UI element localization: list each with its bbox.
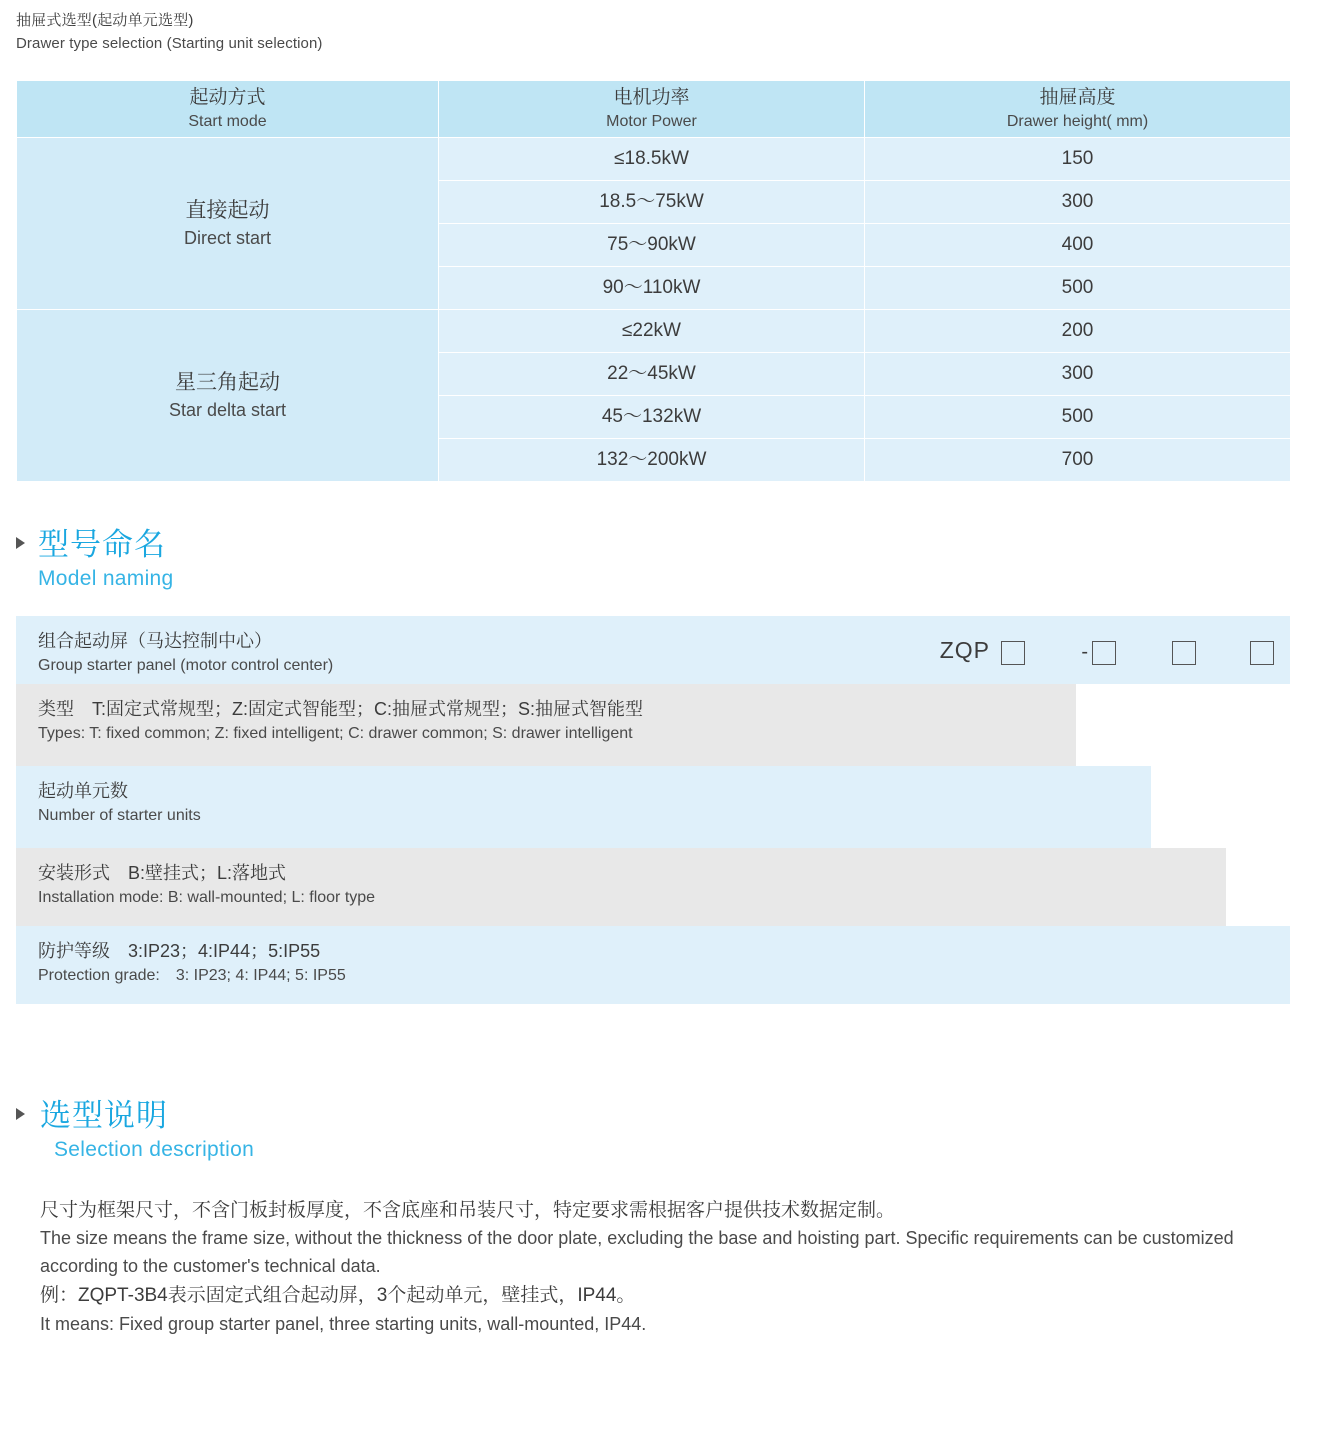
table-row: [17, 310, 1291, 353]
header-drawer-height-cn: 抽屉高度: [1039, 87, 1116, 109]
cell-power: 22～45kW: [439, 353, 865, 396]
section-title-cn: 型号命名: [38, 527, 166, 562]
naming-row-product: [16, 616, 1290, 684]
naming-row-installation: [16, 848, 1226, 926]
cell-height: 500: [865, 267, 1291, 310]
description-line: The size means the frame size, without the thickness of the door plate, excluding the base and hoisting part. Specific requirements can be customized according to the customer's technical data.: [40, 1228, 1234, 1277]
cell-power: ≤18.5kW: [439, 138, 865, 181]
caption-cn: 抽屉式选型(起动单元选型): [16, 12, 194, 29]
naming-row-unit-count-cn: 起动单元数: [38, 781, 128, 801]
header-motor-power-en: Motor Power: [606, 113, 697, 131]
description-line: 尺寸为框架尺寸，不含门板封板厚度，不含底座和吊装尺寸，特定要求需根据客户提供技术数据定制。: [40, 1200, 896, 1221]
model-code-boxes: [1001, 638, 1274, 667]
cell-power: 90～110kW: [439, 267, 865, 310]
section-title-cn: 选型说明: [40, 1098, 168, 1133]
naming-row-protection: [16, 926, 1290, 1004]
code-box-unit-count[interactable]: [1092, 641, 1116, 665]
table-row: [17, 138, 1291, 181]
cell-power: 18.5～75kW: [439, 181, 865, 224]
naming-row-types: [16, 684, 1076, 766]
cell-height: 700: [865, 439, 1291, 482]
cell-height: 300: [865, 353, 1291, 396]
triangle-right-icon: [16, 1108, 25, 1120]
caption-en: Drawer type selection (Starting unit selection): [16, 34, 323, 52]
page-caption: [16, 10, 323, 55]
cell-power: 132～200kW: [439, 439, 865, 482]
cell-height: 200: [865, 310, 1291, 353]
group-mode-star-delta-start-cn: 星三角起动: [175, 371, 280, 395]
header-start-mode-cn: 起动方式: [189, 87, 266, 109]
group-mode-direct-start-en: Direct start: [183, 227, 271, 248]
cell-power: 75～90kW: [439, 224, 865, 267]
section-model-naming-heading: [16, 527, 174, 591]
header-motor-power-cn: 电机功率: [613, 87, 690, 109]
triangle-right-icon: [16, 537, 25, 549]
cell-height: 150: [865, 138, 1291, 181]
section-title-en: Model naming: [38, 566, 174, 590]
cell-height: 300: [865, 181, 1291, 224]
header-motor-power: [439, 81, 865, 138]
description-line: 例：ZQPT-3B4表示固定式组合起动屏，3个起动单元，壁挂式，IP44。: [40, 1285, 636, 1307]
group-mode-direct-start-cn: 直接起动: [185, 199, 270, 223]
model-naming-diagram: [16, 616, 1290, 1004]
header-drawer-height-en: Drawer height( mm): [1006, 113, 1149, 131]
naming-row-protection-en: Protection grade: 3: IP23; 4: IP44; 5: IP55: [38, 967, 346, 985]
selection-description-body: [40, 1196, 1300, 1339]
group-mode-star-delta-start: [17, 310, 439, 482]
header-drawer-height: [865, 81, 1291, 138]
table-header-row: [17, 81, 1291, 138]
drawer-selection-table: [16, 80, 1291, 482]
naming-row-product-en: Group starter panel (motor control center): [38, 657, 334, 675]
code-dash: -: [1081, 641, 1088, 663]
section-selection-description-heading: [16, 1098, 254, 1162]
naming-row-product-cn: 组合起动屏（马达控制中心）: [38, 631, 272, 651]
naming-row-types-cn: 类型 T:固定式常规型；Z:固定式智能型；C:抽屉式常规型；S:抽屉式智能型: [38, 699, 644, 719]
code-box-protection[interactable]: [1250, 641, 1274, 665]
group-mode-star-delta-start-en: Star delta start: [168, 399, 287, 420]
cell-power: ≤22kW: [439, 310, 865, 353]
description-line: It means: Fixed group starter panel, three starting units, wall-mounted, IP44.: [40, 1313, 647, 1334]
naming-row-protection-cn: 防护等级 3:IP23；4:IP44；5:IP55: [38, 941, 321, 961]
cell-height: 500: [865, 396, 1291, 439]
naming-row-unit-count-en: Number of starter units: [38, 807, 201, 825]
code-box-installation[interactable]: [1172, 641, 1196, 665]
header-start-mode: [17, 81, 439, 138]
section-title-en: Selection description: [54, 1137, 255, 1161]
naming-row-installation-en: Installation mode: B: wall-mounted; L: floor type: [38, 889, 376, 907]
header-start-mode-en: Start mode: [188, 113, 267, 131]
naming-row-installation-cn: 安装形式 B:壁挂式；L:落地式: [38, 863, 287, 883]
cell-power: 45～132kW: [439, 396, 865, 439]
cell-height: 400: [865, 224, 1291, 267]
code-box-type[interactable]: [1001, 641, 1025, 665]
naming-row-types-en: Types: T: fixed common; Z: fixed intelligent; C: drawer common; S: drawer intelligent: [38, 725, 633, 743]
group-mode-direct-start: [17, 138, 439, 310]
naming-row-unit-count: [16, 766, 1151, 848]
model-code-prefix: ZQP: [939, 637, 990, 663]
